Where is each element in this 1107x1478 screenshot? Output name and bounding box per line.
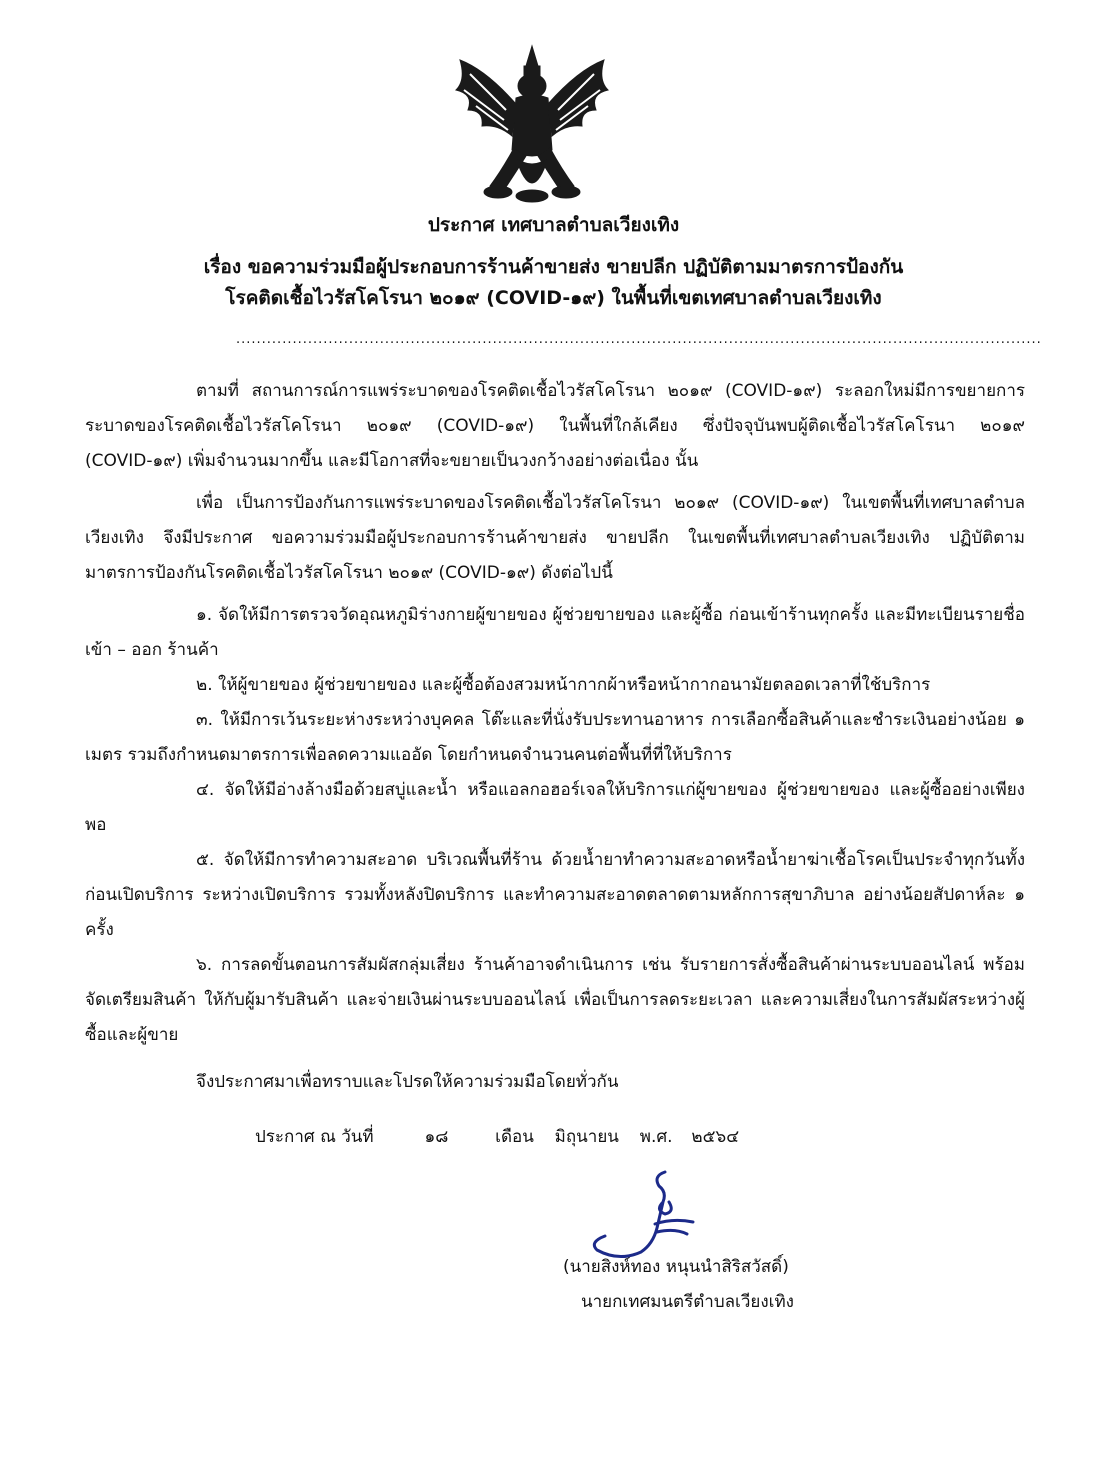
measure-item: ๓. ให้มีการเว้นระยะห่างระหว่างบุคคล โต๊ะและที่นั่งรับประทานอาหาร การเลือกซื้อสินค้าและชำระเงินอย่างน้อย ๑ เมตร รวมถึงกำหนดมาตรการเพื่อลดความแออัด โดยกำหนดจำนวนคนต่อพื้นที่ที่ให้บริการ: [85, 710, 1025, 765]
signatory-name: (นายสิงห์ทอง หนุนนำสิริสวัสดิ์): [563, 1257, 789, 1277]
date-day: ๑๘: [424, 1127, 449, 1147]
announcement-date: [255, 1122, 739, 1152]
garuda-emblem-icon: [446, 40, 618, 208]
date-month: มิถุนายน: [554, 1127, 619, 1147]
announcement-subject: เรื่อง ขอความร่วมมือผู้ประกอบการร้านค้าขายส่ง ขายปลีก ปฏิบัติตามมาตรการป้องกัน: [203, 256, 904, 278]
measures-list: [85, 598, 1025, 1053]
announcement-title: ประกาศ เทศบาลตำบลเวียงเทิง: [427, 214, 680, 236]
date-year: ๒๕๖๔: [691, 1127, 740, 1147]
measure-item: ๖. การลดขั้นตอนการสัมผัสกลุ่มเสี่ยง ร้านค้าอาจดำเนินการ เช่น รับรายการสั่งซื้อสินค้าผ่านระบบออนไลน์ พร้อมจัดเตรียมสินค้า ให้กับผู้มารับสินค้า และจ่ายเงินผ่านระบบออนไลน์ เพื่อเป็นการลดระยะเวลา และความเสี่ยงในการสัมผัสระหว่างผู้ซื้อและผู้ขาย: [85, 955, 1025, 1045]
measure-item: ๒. ให้ผู้ขายของ ผู้ช่วยขายของ และผู้ซื้อต้องสวมหน้ากากผ้าหรือหน้ากากอนามัยตลอดเวลาที่ใช้บริการ: [196, 675, 931, 695]
body-section-2: [85, 486, 1025, 591]
paragraph-purpose: เพื่อ เป็นการป้องกันการแพร่ระบาดของโรคติดเชื้อไวรัสโคโรนา ๒๐๑๙ (COVID-๑๙) ในเขตพื้นที่เทศบาลตำบลเวียงเทิง จึงมีประกาศ ขอความร่วมมือผู้ประกอบการร้านค้าขายส่ง ขายปลีก ในเขตพื้นที่เทศบาลตำบลเวียงเทิง ปฏิบัติตามมาตรการป้องกันโรคติดเชื้อไวรัสโคโรนา ๒๐๑๙ (COVID-๑๙) ดังต่อไปนี้: [85, 493, 1025, 583]
body-section: [85, 374, 1025, 479]
paragraph-background: ตามที่ สถานการณ์การแพร่ระบาดของโรคติดเชื้อไวรัสโคโรนา ๒๐๑๙ (COVID-๑๙) ระลอกใหม่มีการขยายการระบาดของโรคติดเชื้อไวรัสโคโรนา ๒๐๑๙ (COVID-๑๙) ในพื้นที่ใกล้เคียง ซึ่งปัจจุบันพบผู้ติดเชื้อไวรัสโคโรนา ๒๐๑๙ (COVID-๑๙) เพิ่มจำนวนมากขึ้น และมีโอกาสที่จะขยายเป็นวงกว้างอย่างต่อเนื่อง นั้น: [85, 381, 1025, 471]
closing-statement: จึงประกาศมาเพื่อทราบและโปรดให้ความร่วมมือโดยทั่วกัน: [196, 1072, 619, 1092]
measure-item: ๔. จัดให้มีอ่างล้างมือด้วยสบู่และน้ำ หรือแอลกอฮอร์เจลให้บริการแก่ผู้ขายของ ผู้ช่วยขายของ และผู้ซื้ออย่างเพียงพอ: [85, 780, 1025, 835]
signatory-title: นายกเทศมนตรีตำบลเวียงเทิง: [581, 1292, 794, 1312]
date-year-label: พ.ศ.: [639, 1127, 673, 1147]
date-month-label: เดือน: [495, 1127, 534, 1147]
measure-item: ๑. จัดให้มีการตรวจวัดอุณหภูมิร่างกายผู้ขายของ ผู้ช่วยขายของ และผู้ซื้อ ก่อนเข้าร้านทุกครั้ง และมีทะเบียนรายชื่อเข้า – ออก ร้านค้า: [85, 605, 1025, 660]
announcement-subject-cont: โรคติดเชื้อไวรัสโคโรนา ๒๐๑๙ (COVID-๑๙) ในพื้นที่เขตเทศบาลตำบลเวียงเทิง: [225, 287, 882, 309]
measure-item: ๕. จัดให้มีการทำความสะอาด บริเวณพื้นที่ร้าน ด้วยน้ำยาทำความสะอาดหรือน้ำยาฆ่าเชื้อโรคเป็นประจำทุกวันทั้งก่อนเปิดบริการ ระหว่างเปิดบริการ รวมทั้งหลังปิดบริการ และทำความสะอาดตลาดตามหลักการสุขาภิบาล อย่างน้อยสัปดาห์ละ ๑ ครั้ง: [85, 850, 1025, 940]
dotted-divider: .............................................................................................................................................................: [236, 332, 1042, 347]
date-prefix: ประกาศ ณ วันที่: [255, 1127, 374, 1147]
